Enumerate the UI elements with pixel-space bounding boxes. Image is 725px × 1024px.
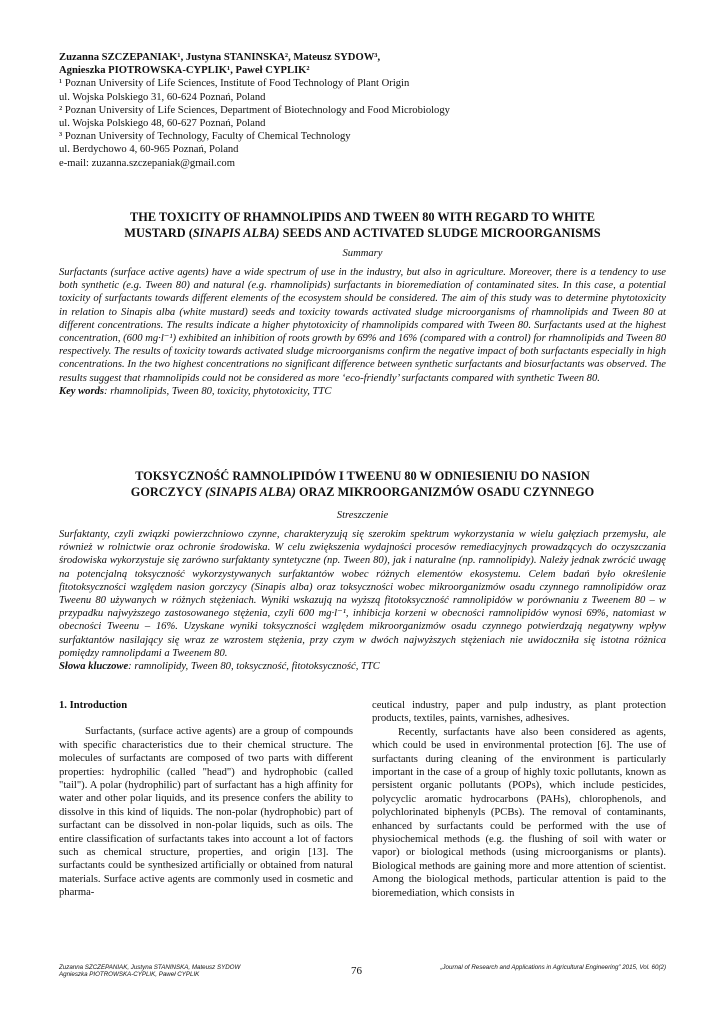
slowa-list: : ramnolipidy, Tween 80, toksyczność, fitotoksyczność, TTC (128, 661, 380, 673)
slowa-label: Słowa kluczowe (59, 661, 129, 673)
intro-paragraph-continued: ceutical industry, paper and pulp industry, as plant protection products, textiles, paints, varnishes, adhesives. (372, 700, 666, 725)
section-heading-introduction: 1. Introduction (59, 700, 128, 711)
intro-paragraph-2: Recently, surfactants have also been considered as agents, which could be used in environmental protection [6]. The use of surfactants during cleaning of the environment is particularly important in the case of a group of highly toxic pollutants, known as persistent organic pollutants (POPs), which include pesticides, polycyclic aromatic hydrocarbons (PAHs), chlorophenols, and polychlorinated biphenyls (PCBs). The removal of contaminants, enhanced by surfactants could be performed with the use of physiochemical methods (e.g. the flushing of soil with water or vapor) or biological methods (using microorganisms or plants). Biological methods are gaining more and more attention of scientist. Among the biological methods, particular attention is paid to the bioremediation, which consists in (372, 726, 666, 899)
title-en-part-a: MUSTARD ( (124, 226, 193, 240)
author-block (59, 51, 666, 170)
page-footer (59, 964, 666, 984)
keywords-list: : rhamnolipids, Tween 80, toxicity, phytotoxicity, TTC (104, 385, 332, 397)
summary-abstract (59, 266, 666, 398)
title-pl-latin-name: (SINAPIS ALBA) (205, 485, 296, 499)
title-english-line-1: THE TOXICITY OF RHAMNOLIPIDS AND TWEEN 80 WITH REGARD TO WHITE (130, 210, 595, 224)
address-2: ul. Wojska Polskiego 48, 60-627 Poznań, Poland (59, 118, 266, 130)
summary-heading: Summary (342, 248, 383, 259)
address-1: ul. Wojska Polskiego 31, 60-624 Poznań, Poland (59, 91, 266, 103)
affiliation-3: ³ Poznan University of Technology, Faculty of Chemical Technology (59, 131, 351, 143)
streszczenie-text: Surfaktanty, czyli związki powierzchniowo czynne, charakteryzują się szerokim spektrum wykorzystania w wielu gałęziach przemysłu, ale również w rolnictwie oraz ochronie środowiska. W celu zwiększenia wydajności procesów remediacyjnych prowadzących do oczyszczania środowiska wykorzystuje się zarówno surfaktanty syntetyczne (np. Tween 80), jak i naturalne (np. ramnolipidy). Należy jednak zwrócić uwagę na potencjalną toksyczność wykorzystywanych surfaktantów wobec różnych elementów ekosystemu. Celem badań było określenie fitotoksyczności względem nasion gorczycy (Sinapis alba) oraz toksyczności wobec mikroorganizmów osadu czynnego ramnolipidów oraz Tweenu 80 używanych w różnych stężeniach. Wyniki wskazują na wyższą fitotoksyczność ramnolipidów w porównaniu z Tweenem 80 – w przypadku najwyższego zastosowanego stężenia, czyli 600 mg∙l⁻¹, inhibicja korzeni w obecności ramnolipidów wynosi 69%, natomiast w obecności Tweenu – 16%. Uzyskane wyniki toksyczności względem mikroorganizmów osadu czynnego potwierdzają negatywny wpływ surfaktantów nasilający się wraz ze wzrostem stężenia, przy czym w dwóch najwyższych stężeniach nie uwidoczniła się istotna różnica pomiędzy ramnolipdami a Tweenem 80. (59, 529, 666, 659)
summary-text: Surfactants (surface active agents) have a wide spectrum of use in the industry, but also in agriculture. Moreover, there is a tendency to use both synthetic (e.g. Tween 80) and natural (e.g. rhamnolipids) surfactants in bioremediation of contaminated sites. In this case, a potential toxicity of surfactants towards different elements of the ecosystem should be considered. The aim of this study was to determine phytotoxicity in relation to Sinapis alba (white mustard) seeds and toxicity towards activated sludge microorganisms of rhamnolipids and Tween 80 at different concentrations. The results indicate a higher phytotoxicity of rhamnolipids compared with Tween 80. Surfactants used at the highest concentration, (600 mg∙l⁻¹) exhibited an inhibition of roots growth by 69% and 16% (compared with a control) for rhamnolipids and Tween 80 respectively. The results of toxicity towards activated sludge microorganisms confirm the negative impact of both surfactants especially in high concentrations. In the two highest concentrations no significant difference between synthetic surfactants and biosurfactants was observed. The results suggest that rhamnolipids could not be considered as more ‘eco-friendly’ surfactants compared with synthetic Tween 80. (59, 267, 666, 384)
title-en-part-c: SEEDS AND ACTIVATED SLUDGE MICROORGANISMS (279, 226, 601, 240)
keywords-label: Key words (59, 385, 105, 397)
address-3: ul. Berdychowo 4, 60-965 Poznań, Poland (59, 144, 239, 156)
affiliation-1: ¹ Poznan University of Life Sciences, Institute of Food Technology of Plant Origin (59, 78, 410, 90)
footer-authors-line-1: Zuzanna SZCZEPANIAK, Justyna STANINSKA, Mateusz SYDOW (59, 964, 241, 971)
title-english (59, 209, 666, 241)
streszczenie-heading: Streszczenie (336, 510, 389, 521)
footer-authors (59, 964, 289, 979)
title-english-line-2 (59, 225, 666, 241)
title-polish-line-1: TOKSYCZNOŚĆ RAMNOLIPIDÓW I TWEENU 80 W ODNIESIENIU DO NASION (135, 469, 590, 483)
contact-email: e-mail: zuzanna.szczepaniak@gmail.com (59, 157, 235, 169)
streszczenie-abstract (59, 528, 666, 673)
title-en-latin-name: SINAPIS ALBA) (192, 226, 280, 240)
footer-authors-line-2: Agnieszka PIOTROWSKA-CYPLIK, Paweł CYPLIK (59, 971, 200, 979)
affiliation-2: ² Poznan University of Life Sciences, Department of Biotechnology and Food Microbiology (59, 104, 450, 116)
column-left (59, 699, 353, 900)
title-polish-line-2 (59, 484, 666, 500)
page-number: 76 (351, 965, 362, 977)
column-right (372, 699, 666, 900)
slowa-kluczowe (59, 660, 666, 673)
intro-paragraph-1: Surfactants, (surface active agents) are a group of compounds with specific characteristics due to their chemical structure. The molecules of surfactants are composed of two parts with different properties: hydrophilic (called "head") and hydrophobic (called "tail"). A polar (hydrophilic) part of surfactant has a high affinity for water and other polar liquids, and its presence confers the ability to dissolve in this kind of liquids. The non-polar (hydrophobic) part of surfactant can be dissolved in non-polar liquids, such as oils. The entire classification of surfactants takes into account a lot of factors such as chemical structure, properties, and origin [13]. The surfactants could be synthesized artificially or obtained from natural materials. Surface active agents are commonly used in cosmetic and pharma- (59, 726, 353, 899)
author-line-2: Agnieszka PIOTROWSKA-CYPLIK¹, Paweł CYPLIK² (59, 65, 310, 77)
title-polish (59, 468, 666, 500)
title-pl-part-c: ORAZ MIKROORGANIZMÓW OSADU CZYNNEGO (295, 485, 595, 499)
keywords (59, 385, 666, 398)
author-line-1: Zuzanna SZCZEPANIAK¹, Justyna STANINSKA², Mateusz SYDOW³, (59, 52, 381, 63)
footer-journal: „Journal of Research and Applications in Agricultural Engineering” 2015, Vol. 60(2) (440, 964, 666, 971)
title-pl-part-a: GORCZYCY (130, 485, 206, 499)
